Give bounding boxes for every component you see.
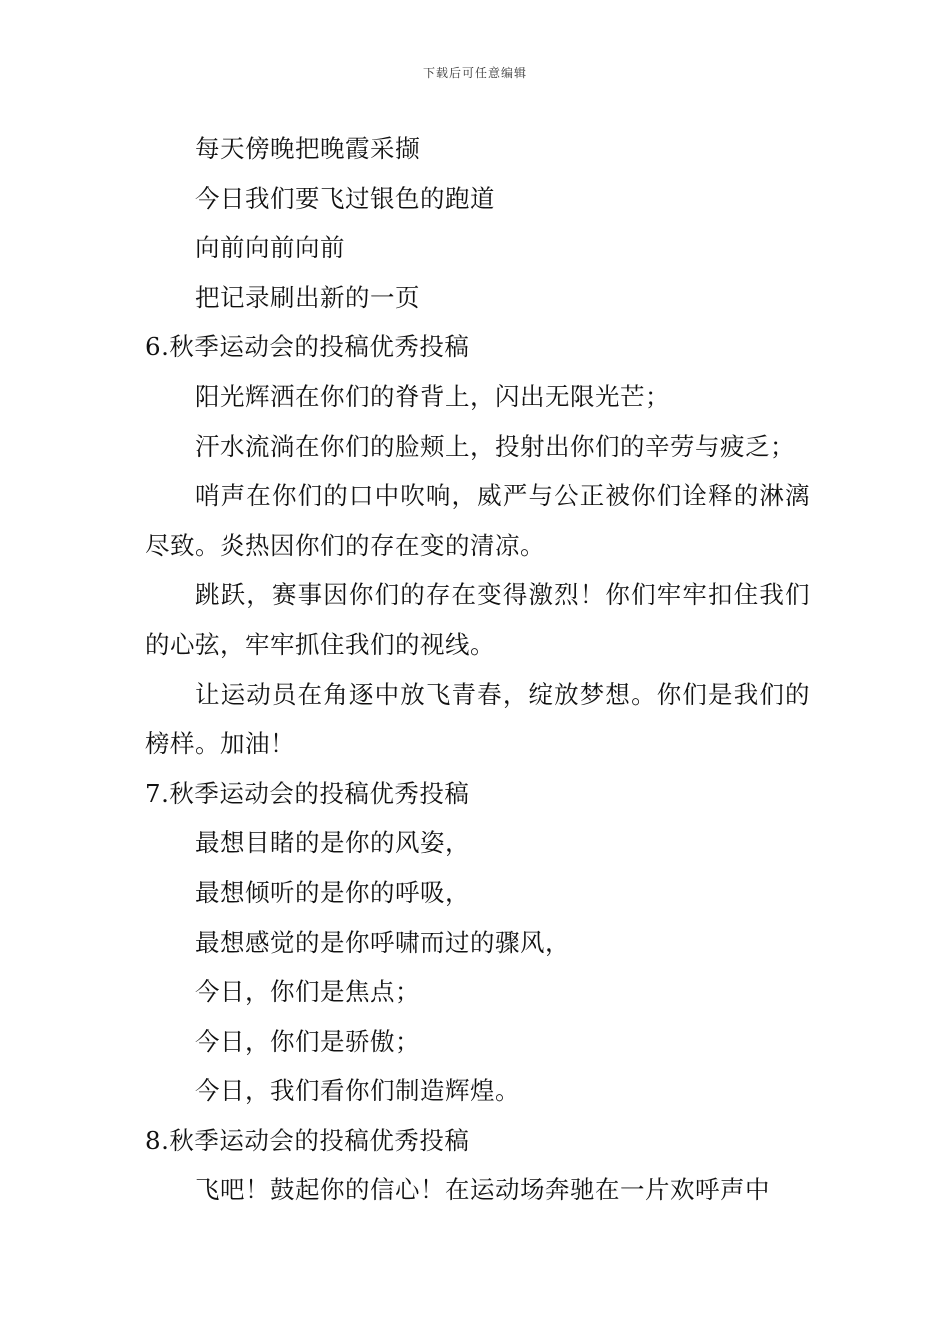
poem-line: 今日，你们是骄傲；	[195, 1026, 420, 1056]
poem-line: 最想目睹的是你的风姿，	[195, 828, 470, 858]
poem-line: 汗水流淌在你们的脸颊上，投射出你们的辛劳与疲乏；	[195, 431, 795, 461]
poem-line: 把记录刷出新的一页	[195, 282, 420, 312]
poem-line: 向前向前向前	[195, 233, 345, 263]
poem-line: 最想倾听的是你的呼吸，	[195, 877, 470, 907]
section-heading: 8.秋季运动会的投稿优秀投稿	[145, 1125, 470, 1155]
document-body	[145, 124, 810, 1215]
poem-line: 今日，你们是焦点；	[195, 977, 420, 1007]
paragraph: 哨声在你们的口中吹响，威严与公正被你们诠释的淋漓尽致。炎热因你们的存在变的清凉。	[145, 481, 810, 560]
page-header: 下载后可任意编辑	[422, 66, 527, 80]
paragraph: 让运动员在角逐中放飞青春，绽放梦想。你们是我们的榜样。加油！	[145, 679, 810, 759]
poem-line: 最想感觉的是你呼啸而过的骤风，	[195, 927, 570, 957]
poem-line: 飞吧！鼓起你的信心！在运动场奔驰在一片欢呼声中	[195, 1175, 770, 1205]
poem-line: 阳光辉洒在你们的脊背上，闪出无限光芒；	[195, 381, 670, 411]
section-heading: 6.秋季运动会的投稿优秀投稿	[145, 332, 470, 362]
section-heading: 7.秋季运动会的投稿优秀投稿	[145, 778, 470, 808]
poem-line: 今日，我们看你们制造辉煌。	[195, 1076, 520, 1106]
poem-line: 今日我们要飞过银色的跑道	[195, 183, 495, 213]
paragraph: 跳跃，赛事因你们的存在变得激烈！你们牢牢扣住我们的心弦，牢牢抓住我们的视线。	[145, 580, 810, 659]
poem-line: 每天傍晚把晚霞采撷	[195, 134, 420, 163]
